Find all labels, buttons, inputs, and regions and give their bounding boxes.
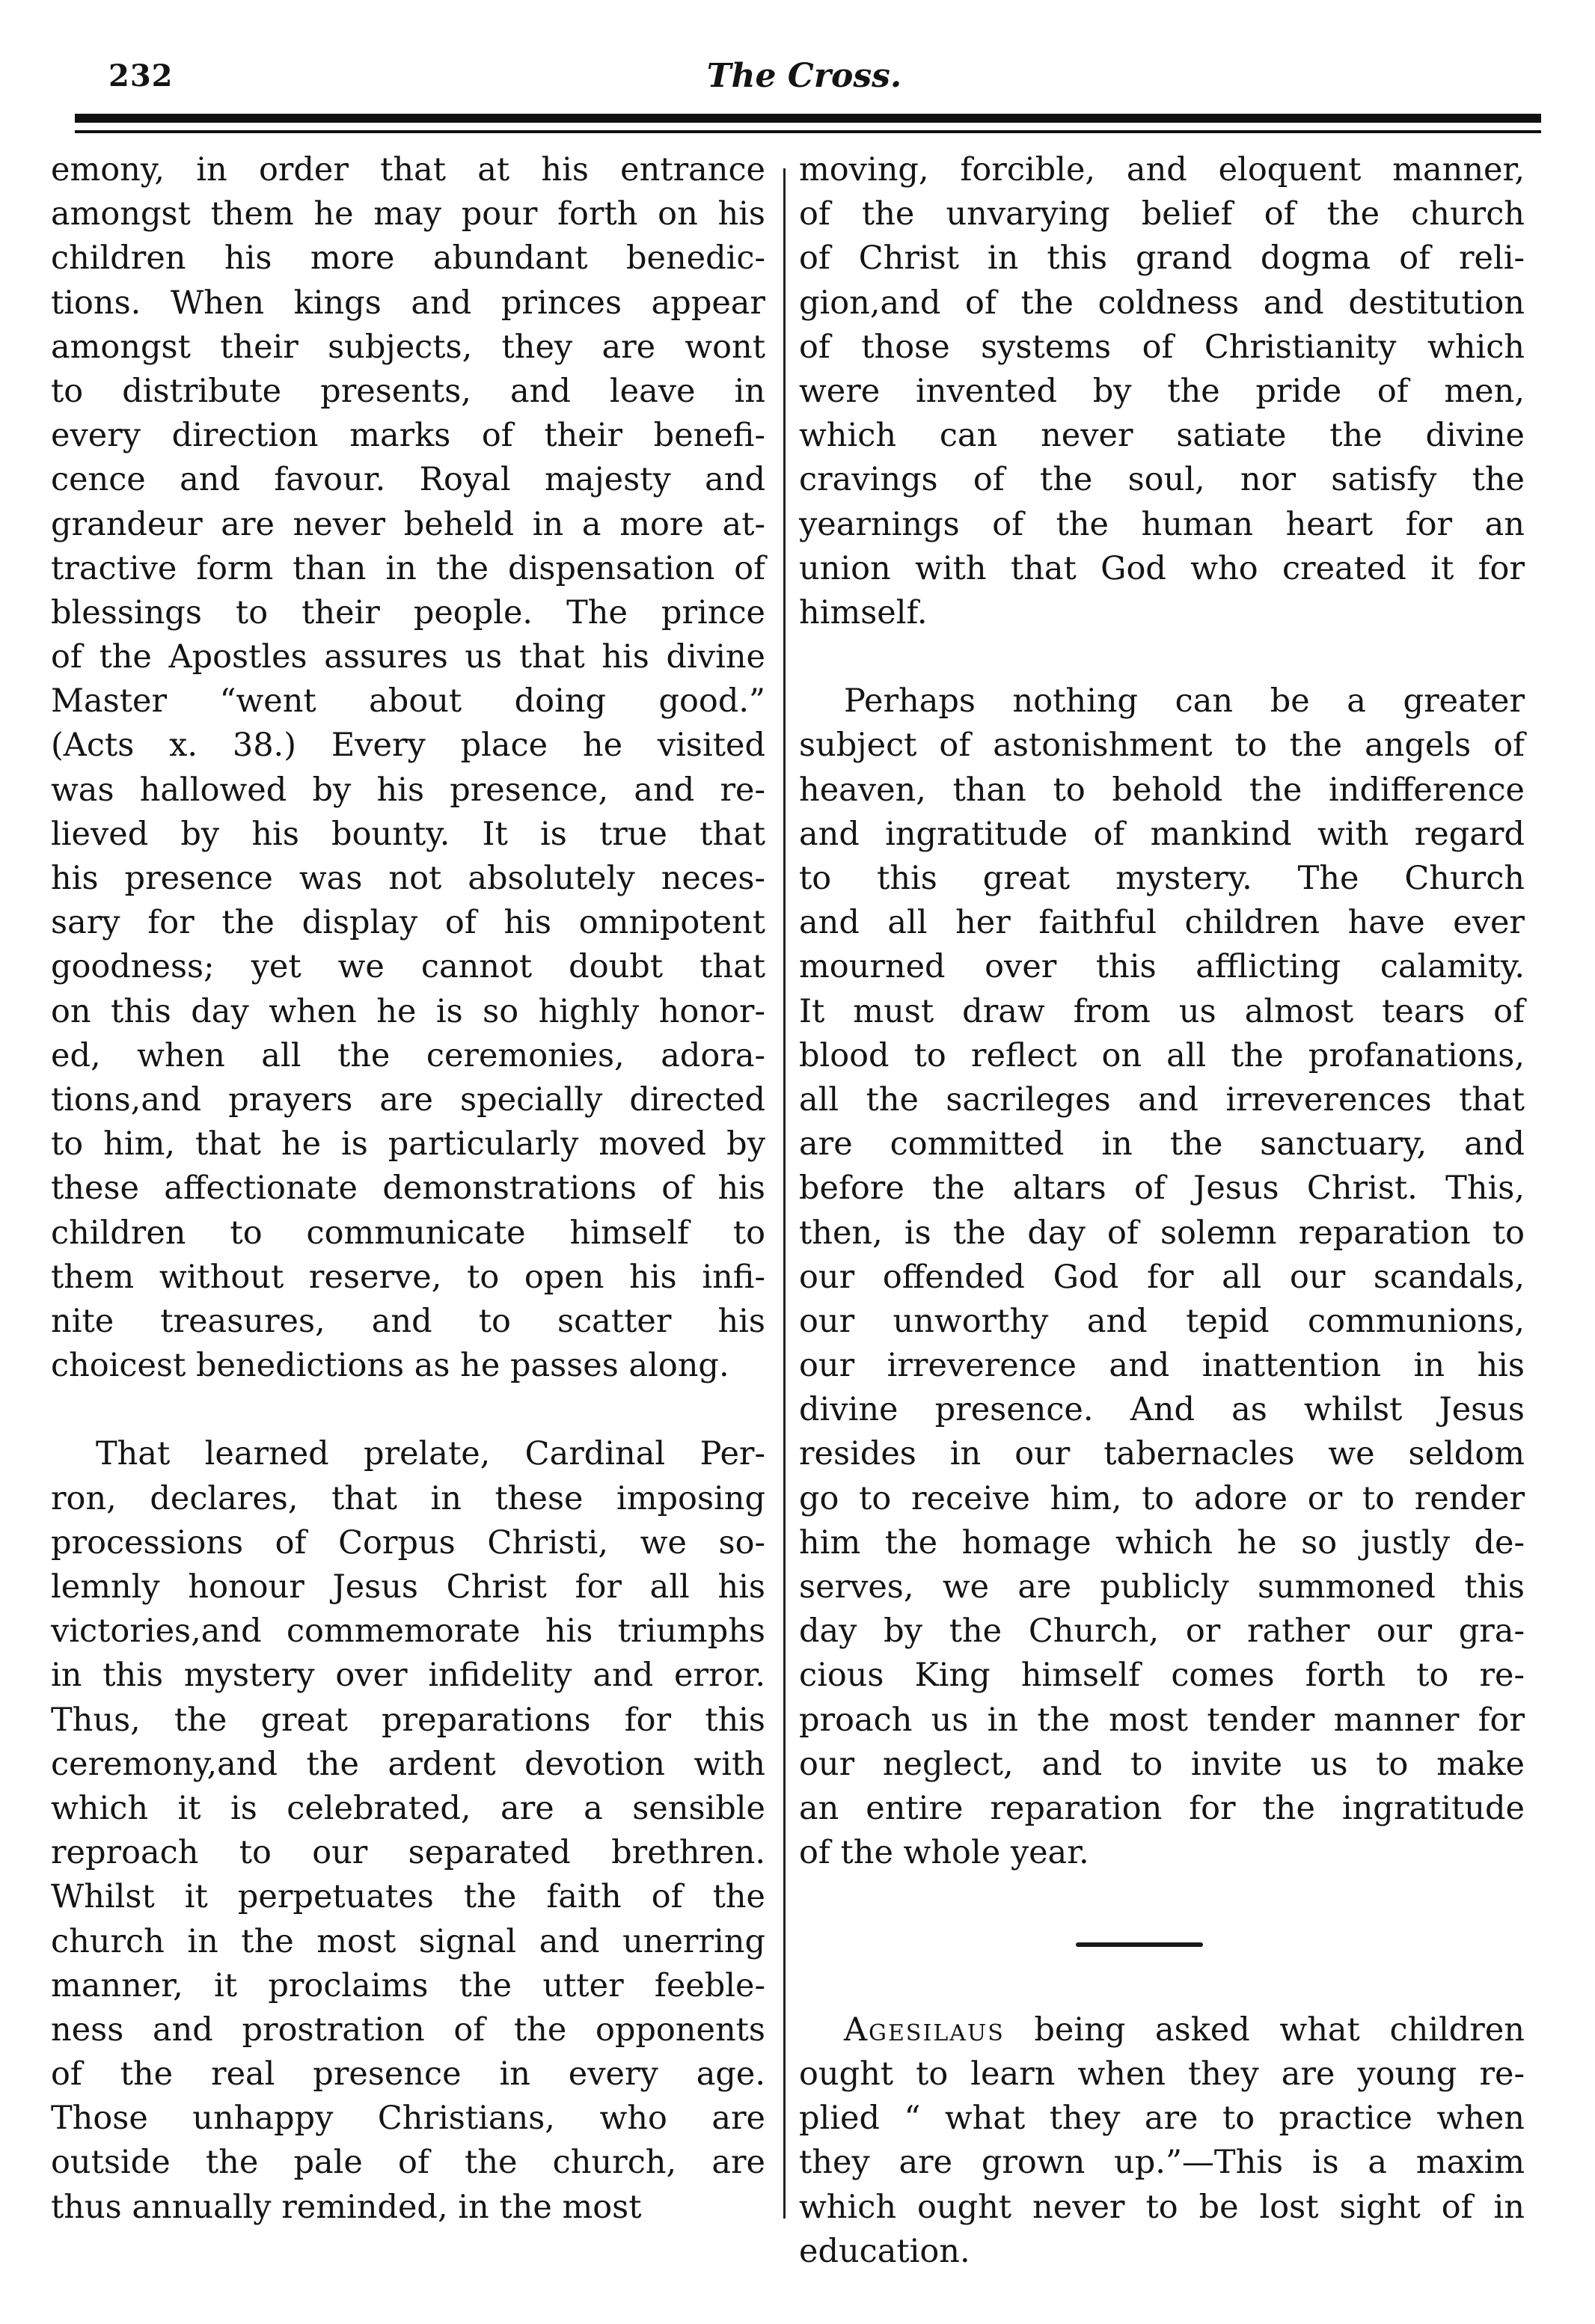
paragraph-gap (799, 635, 1525, 679)
text-line: grandeur are never beheld in a more at- (51, 505, 765, 543)
text-line: gion,and of the coldness and destitution (799, 284, 1525, 322)
text-line: all the sacrileges and irreverences that (799, 1080, 1525, 1119)
text-line: moving, forcible, and eloquent manner, (799, 151, 1525, 189)
text-line: nite treasures, and to scatter his (51, 1302, 765, 1340)
text-line: himself. (799, 593, 928, 632)
text-line: blood to reflect on all the profanations, (799, 1036, 1525, 1074)
text-line: subject of astonishment to the angels of (799, 727, 1525, 765)
text-line: them without reserve, to open his infi- (51, 1258, 765, 1296)
text-line: yearnings of the human heart for an (799, 505, 1525, 543)
text-line: go to receive him, to adore or to render (799, 1479, 1525, 1517)
text-line: these affectionate demonstrations of his (51, 1169, 765, 1208)
text-line: are committed in the sanctuary, and (799, 1125, 1525, 1163)
text-line: to him, that he is particularly moved by (51, 1125, 765, 1163)
text-line: before the altars of Jesus Christ. This, (799, 1169, 1525, 1208)
text-line: It must draw from us almost tears of (799, 992, 1525, 1030)
text-line: which ought never to be lost sight of in (799, 2188, 1525, 2226)
text-line: was hallowed by his presence, and re- (51, 771, 765, 809)
text-line: children his more abundant benedic- (51, 239, 765, 278)
text-line: cravings of the soul, nor satisfy the (799, 461, 1525, 499)
anecdote-first-line (799, 2008, 1525, 2052)
text-line: church in the most signal and unerring (51, 1922, 765, 1960)
text-line: which can never satiate the divine (799, 417, 1525, 455)
text-line: ceremony,and the ardent devotion with (51, 1745, 765, 1783)
text-line: of the real presence in every age. (51, 2055, 765, 2094)
text-line: goodness; yet we cannot doubt that (51, 948, 765, 986)
text-line: ness and prostration of the opponents (51, 2010, 765, 2049)
anecdote-first-line-rest: being asked what children (1004, 2010, 1525, 2049)
text-line: outside the pale of the church, are (51, 2144, 765, 2182)
text-line: proach us in the most tender manner for (799, 1701, 1525, 1739)
text-line: our neglect, and to invite us to make (799, 1745, 1525, 1783)
text-line: to distribute presents, and leave in (51, 372, 765, 410)
text-line: of the whole year. (799, 1834, 1089, 1872)
right-paragraph-continued (799, 148, 1525, 635)
text-line: and ingratitude of mankind with regard (799, 815, 1525, 853)
text-line: day by the Church, or rather our gra- (799, 1612, 1525, 1651)
text-line: thus annually reminded, in the most (51, 2188, 642, 2226)
text-line: lieved by his bounty. It is true that (51, 815, 765, 853)
text-line: of those systems of Christianity which (799, 328, 1525, 366)
text-line: him the homage which he so justly de- (799, 1523, 1525, 1562)
text-line: victories,and commemorate his triumphs (51, 1612, 765, 1651)
agesilaus-anecdote (799, 2008, 1525, 2274)
text-line: on this day when he is so highly honor- (51, 992, 765, 1030)
text-line: of the unvarying belief of the church (799, 195, 1525, 233)
text-line: divine presence. And as whilst Jesus (799, 1391, 1525, 1429)
page-header (71, 54, 1537, 106)
text-line: choicest benedictions as he passes along. (51, 1347, 729, 1385)
text-line: sary for the display of his omnipotent (51, 904, 765, 942)
text-line: in this mystery over infidelity and error. (51, 1657, 765, 1695)
header-rule-thin (75, 130, 1541, 133)
text-line: mourned over this afflicting calamity. (799, 948, 1525, 986)
text-line: reproach to our separated brethren. (51, 1834, 765, 1872)
text-line: tions. When kings and princes appear (51, 284, 765, 322)
text-line: ought to learn when they are young re- (799, 2055, 1525, 2094)
text-line: serves, we are publicly summoned this (799, 1568, 1525, 1606)
text-line: Whilst it perpetuates the faith of the (51, 1878, 765, 1916)
section-separator-ornament (799, 1920, 1525, 1964)
left-column (51, 148, 765, 2230)
text-line: education. (799, 2232, 970, 2270)
right-paragraph-reparation (799, 679, 1525, 1875)
text-line: emony, in order that at his entrance (51, 151, 765, 189)
header-rule-thick (75, 114, 1541, 123)
text-line: (Acts x. 38.) Every place he visited (51, 727, 765, 765)
page-number: 232 (108, 58, 174, 94)
text-line: of Christ in this grand dogma of reli- (799, 239, 1525, 278)
text-line: ron, declares, that in these imposing (51, 1479, 765, 1517)
text-line: cious King himself comes forth to re- (799, 1657, 1525, 1695)
text-line: his presence was not absolutely neces- (51, 860, 765, 897)
paragraph-gap (51, 1388, 765, 1432)
right-column (799, 148, 1525, 2274)
text-line: lemnly honour Jesus Christ for all his (51, 1568, 765, 1606)
text-line: Master “went about doing good.” (51, 682, 765, 721)
text-line: amongst them he may pour forth on his (51, 195, 765, 233)
text-line: cence and favour. Royal majesty and (51, 461, 765, 499)
left-paragraph-continued (51, 148, 765, 1388)
text-line: which it is celebrated, are a sensible (51, 1789, 765, 1827)
text-line: tractive form than in the dispensation of (51, 549, 765, 587)
paragraph-gap (799, 1964, 1525, 2008)
text-line: our irreverence and inattention in his (799, 1347, 1525, 1385)
text-line: an entire reparation for the ingratitude (799, 1789, 1525, 1827)
text-line: and all her faithful children have ever (799, 904, 1525, 942)
text-line: to this great mystery. The Church (799, 860, 1525, 897)
text-line: then, is the day of solemn reparation to (799, 1214, 1525, 1252)
column-divider (783, 168, 786, 2218)
text-line: Those unhappy Christians, who are (51, 2100, 765, 2138)
running-title: The Cross. (706, 57, 902, 95)
text-line: resides in our tabernacles we seldom (799, 1435, 1525, 1473)
text-line: they are grown up.”—This is a maxim (799, 2144, 1525, 2182)
text-line: Perhaps nothing can be a greater (844, 682, 1525, 721)
text-line: Thus, the great preparations for this (51, 1701, 765, 1739)
text-line: our unworthy and tepid communions, (799, 1302, 1525, 1340)
left-paragraph-cardinal-perron (51, 1432, 765, 2229)
text-line: blessings to their people. The prince (51, 593, 765, 632)
text-line: of the Apostles assures us that his divine (51, 638, 765, 676)
anecdote-lines (799, 2052, 1525, 2274)
paragraph-gap (799, 1875, 1525, 1919)
text-line: manner, it proclaims the utter feeble- (51, 1966, 765, 2005)
text-line: were invented by the pride of men, (799, 372, 1525, 410)
text-line: heaven, than to behold the indifference (799, 771, 1525, 809)
text-line: amongst their subjects, they are wont (51, 328, 765, 366)
text-line: union with that God who created it for (799, 549, 1525, 587)
text-line: children to communicate himself to (51, 1214, 765, 1252)
text-line: tions,and prayers are specially directed (51, 1080, 765, 1119)
text-line: That learned prelate, Cardinal Per- (96, 1435, 765, 1473)
anecdote-lead-word: Agesilaus (844, 2010, 1005, 2049)
text-line: plied “ what they are to practice when (799, 2100, 1525, 2138)
text-line: every direction marks of their benefi- (51, 417, 765, 455)
text-line: our offended God for all our scandals, (799, 1258, 1525, 1296)
text-line: ed, when all the ceremonies, adora- (51, 1036, 765, 1074)
text-line: processions of Corpus Christi, we so- (51, 1523, 765, 1562)
